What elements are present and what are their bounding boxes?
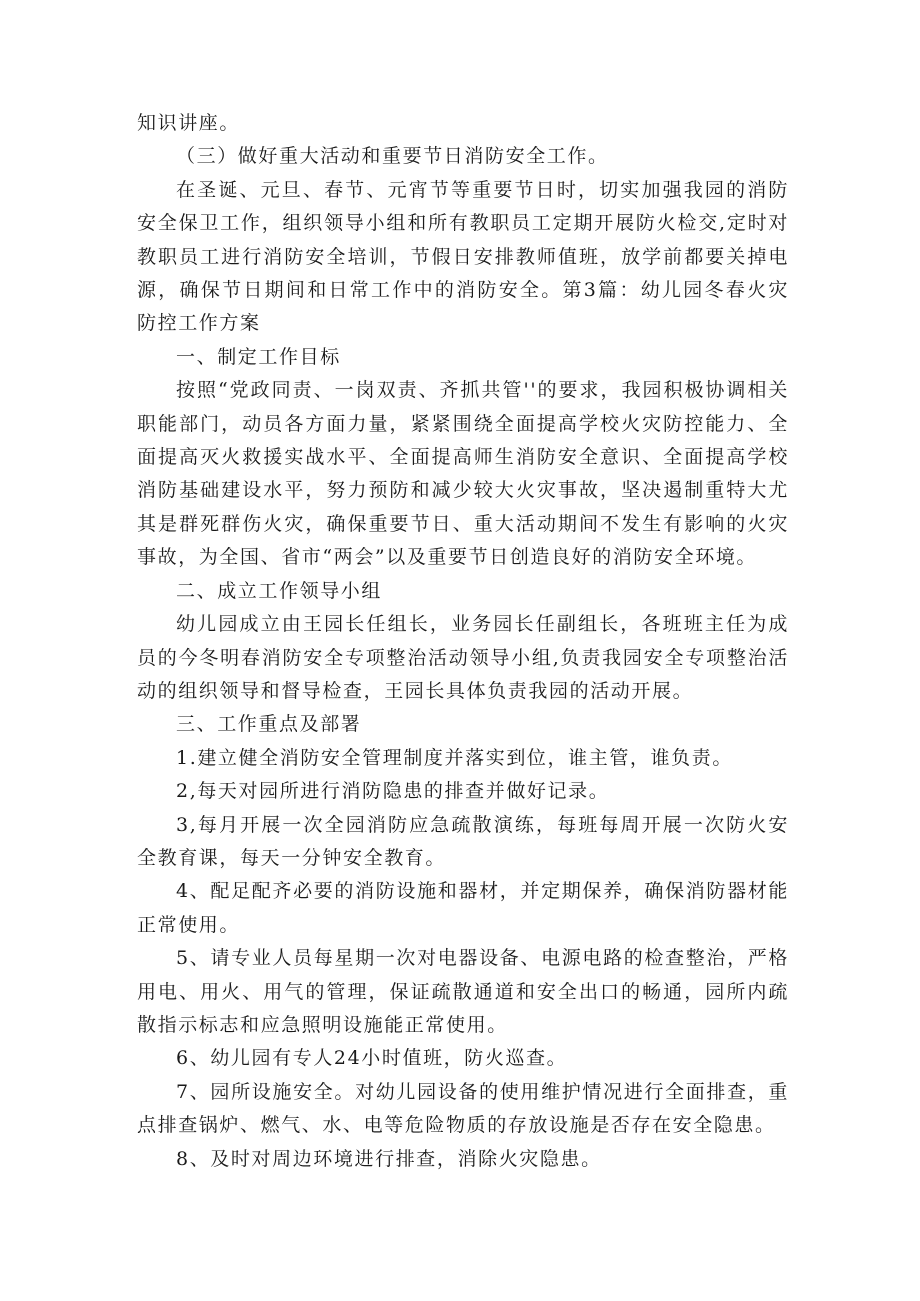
section-heading-1: 一、制定工作目标: [176, 345, 341, 368]
section-heading-2: 二、成立工作领导小组: [176, 579, 383, 602]
document-body: [137, 107, 789, 1176]
section-heading-3b: 三、工作重点及部署: [176, 713, 362, 736]
paragraph-5: 按照“党政同责、一岗双责、齐抓共管''的要求，我园积极协调相关职能部门，动员各方面力量，紧紧围绕全面提高学校火灾防控能力、全面提高灭火救援实战水平、全面提高师生消防安全意识、全面提高学校消防基础建设水平，努力预防和减少较大火灾事故，坚决遏制重特大尤其是群死群伤火灾，确保重要节日、重大活动期间不发生有影响的火灾事故，为全国、省市“两会”以及重要节日创造良好的消防安全环境。: [137, 379, 789, 569]
list-item-7: 7、园所设施安全。对幼儿园设备的使用维护情况进行全面排查，重点排查锅炉、燃气、水、电等危险物质的存放设施是否存在安全隐患。: [137, 1080, 789, 1137]
list-item-8: 8、及时对周边环境进行排查，消除火灾隐患。: [176, 1147, 602, 1170]
paragraph-1: 知识讲座。: [137, 112, 241, 134]
section-heading-3: （三）做好重大活动和重要节日消防安全工作。: [176, 145, 609, 168]
list-item-3: 3,每月开展一次全园消防应急疏散演练，每班每周开展一次防火安全教育课，每天一分钟安全教育。: [137, 813, 789, 869]
paragraph-3: 在圣诞、元旦、春节、元宵节等重要节日时，切实加强我园的消防安全保卫工作，组织领导小组和所有教职员工定期开展防火检交,定时对教职员工进行消防安全培训，节假日安排教师值班，放学前都要关掉电源，确保节日期间和日常工作中的消防安全。第3篇：幼儿园冬春火灾防控工作方案: [137, 178, 789, 335]
list-item-5: 5、请专业人员每星期一次对电器设备、电源电路的检查整治，严格用电、用火、用气的管理，保证疏散通道和安全出口的畅通，园所内疏散指示标志和应急照明设施能正常使用。: [137, 947, 789, 1036]
list-item-6: 6、幼儿园有专人24小时值班，防火巡查。: [176, 1047, 568, 1070]
list-item-4: 4、配足配齐必要的消防设施和器材，并定期保养，确保消防器材能正常使用。: [137, 880, 789, 936]
paragraph-7: 幼儿园成立由王园长任组长，业务园长任副组长，各班班主任为成员的今冬明春消防安全专项整治活动领导小组,负责我园安全专项整治活动的组织领导和督导检查，王园长具体负责我园的活动开展。: [137, 613, 789, 702]
list-item-2: 2,每天对园所进行消防隐患的排查并做好记录。: [176, 780, 610, 803]
list-item-1: 1.建立健全消防安全管理制度并落实到位，谁主管，谁负责。: [176, 746, 733, 769]
